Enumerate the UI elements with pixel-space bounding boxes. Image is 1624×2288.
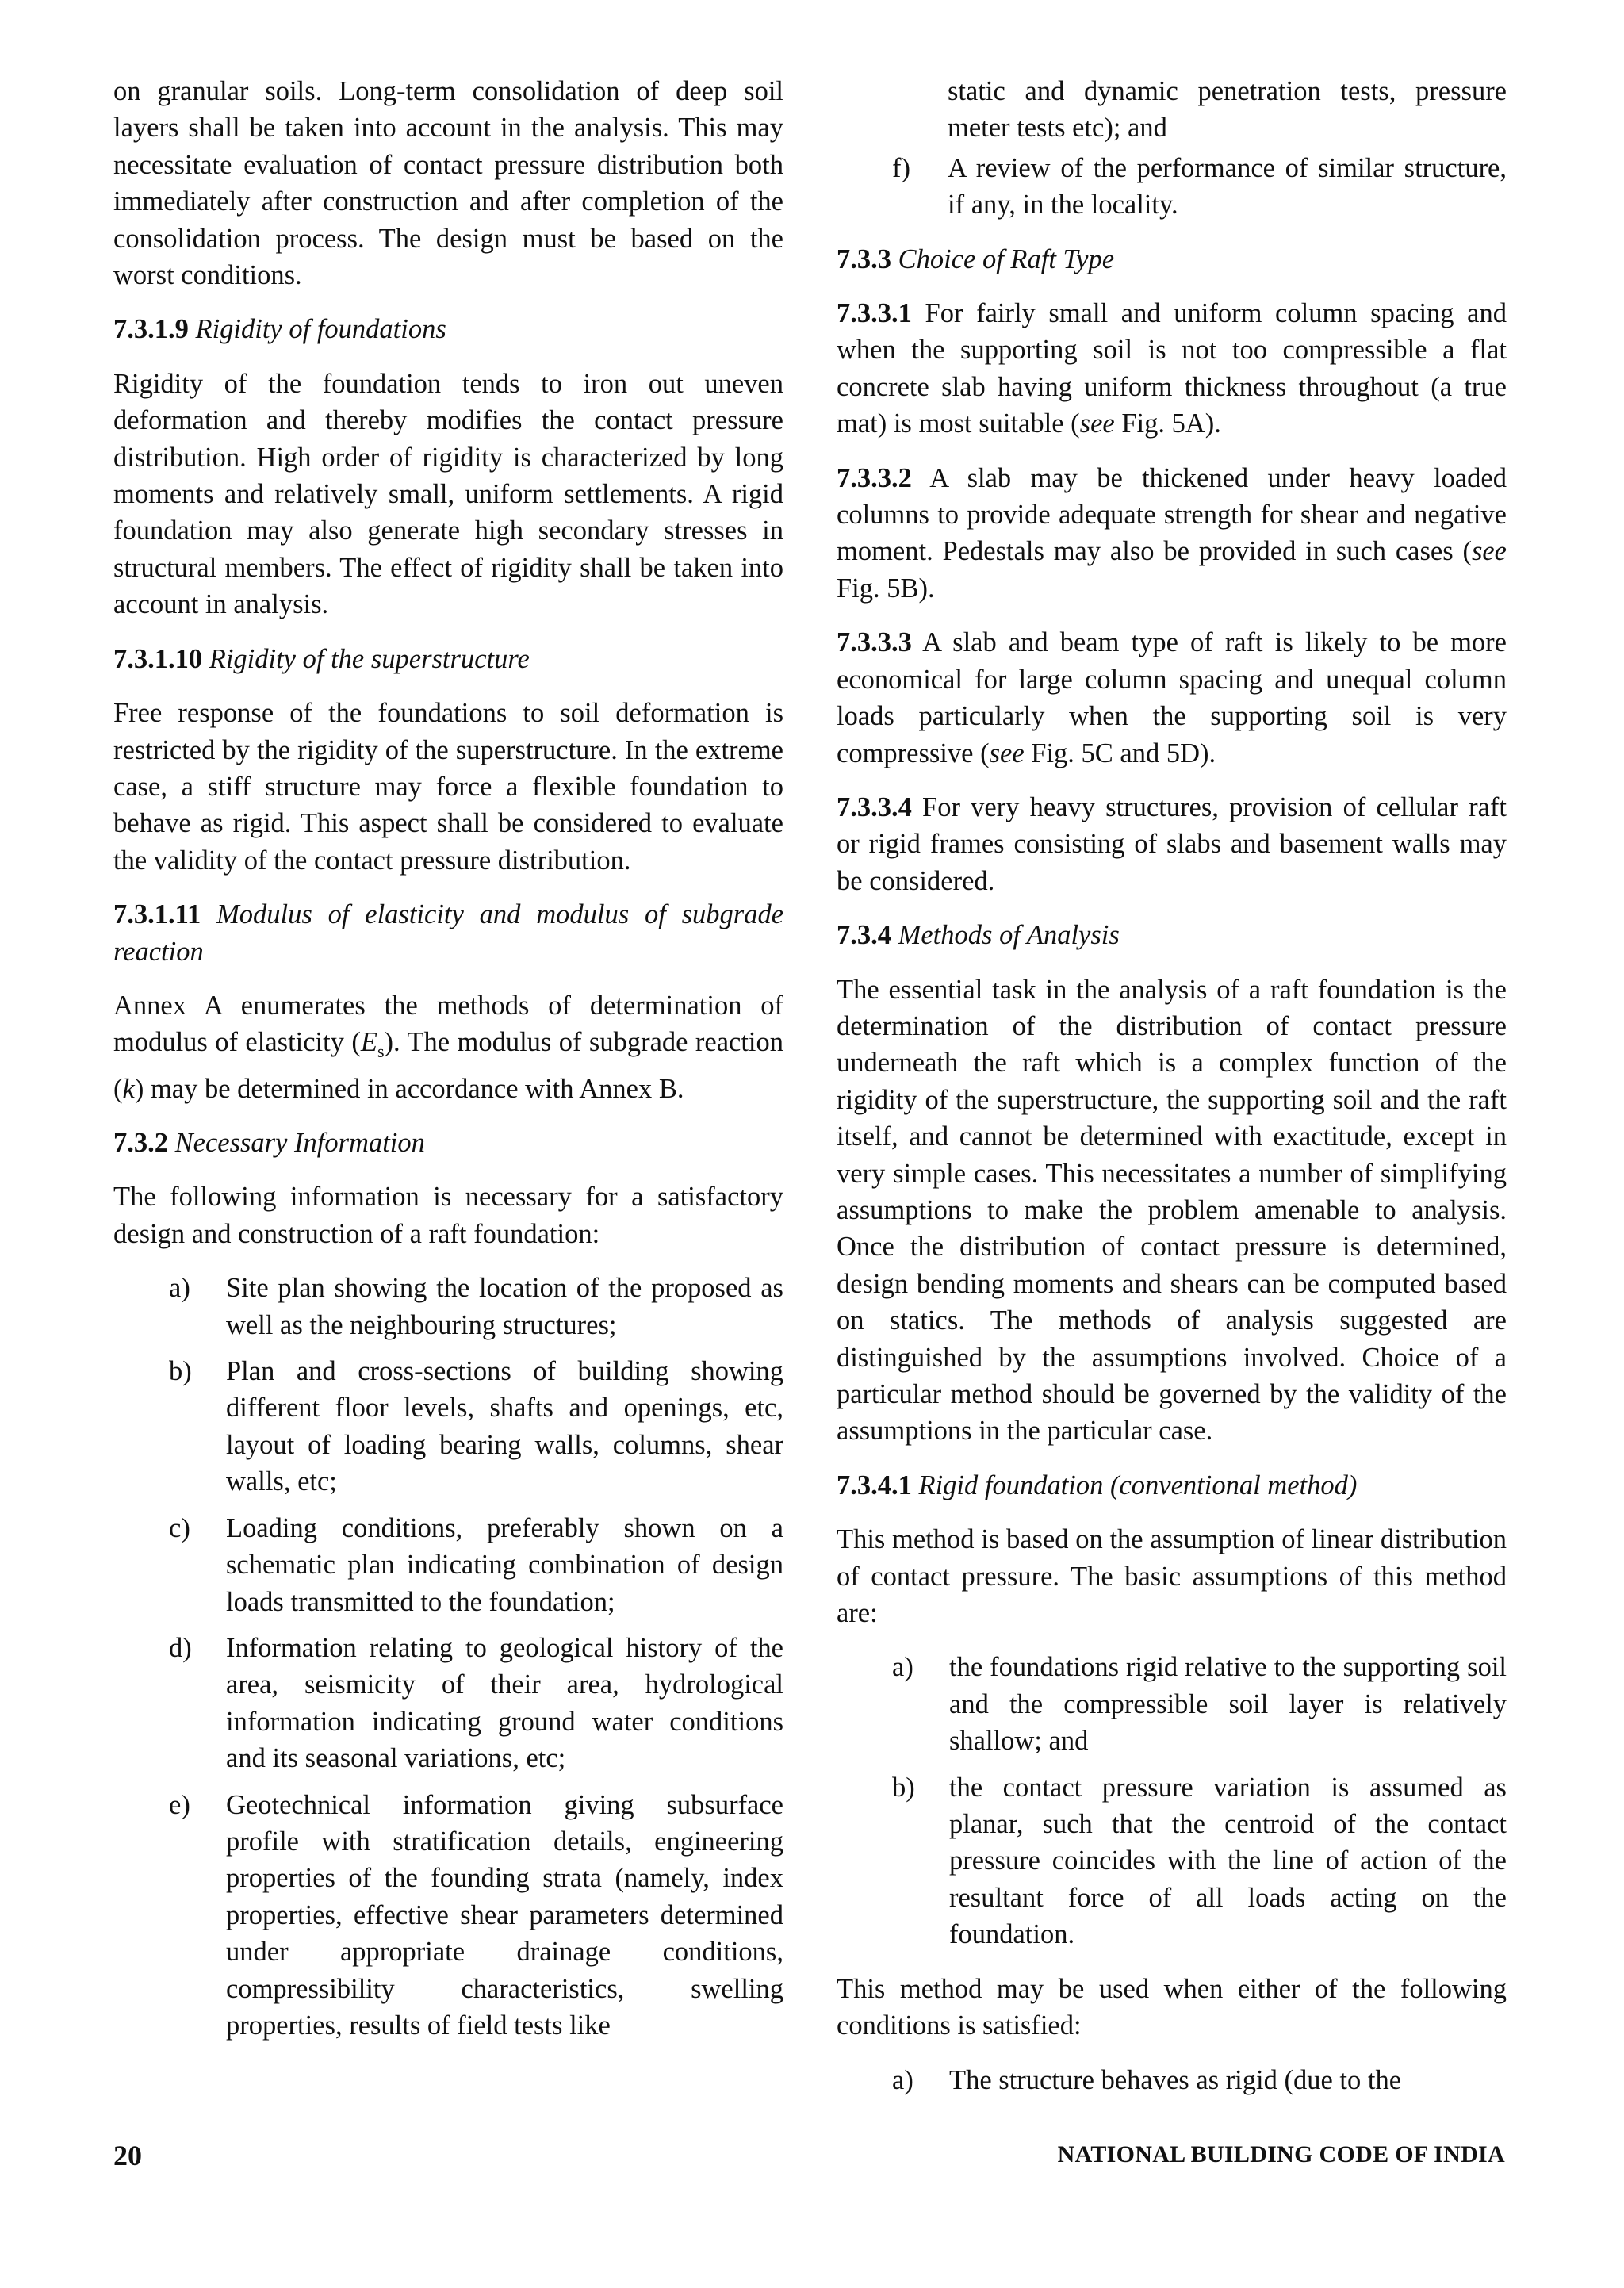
paragraph-7341-conditions: This method may be used when either of the following conditions is satisfied: — [837, 1973, 1507, 2041]
footer-title: NATIONAL BUILDING CODE OF INDIA — [1057, 2141, 1505, 2167]
text-fragment: For fairly small and uniform column spacing and when the supporting soil is not too compressible a flat concrete slab having uniform thickness throughout (a true mat) is most suitable ( — [837, 298, 1507, 439]
list-text: Loading conditions, preferably shown on a schematic plan indicating combination of design loads transmitted to the foundation; — [226, 1512, 783, 1617]
see-ref: see — [1471, 536, 1507, 567]
list-marker: a) — [169, 1273, 190, 1304]
text-fragment: ) may be determined in accordance with Annex B. — [134, 1073, 684, 1104]
section-number: 7.3.3 — [837, 243, 891, 274]
see-ref: see — [989, 738, 1025, 768]
section-number: 7.3.2 — [113, 1128, 168, 1159]
text-fragment: Fig. 5C and 5D). — [1024, 738, 1216, 768]
heading-7319 — [113, 311, 783, 347]
section-number: 7.3.4.1 — [837, 1470, 912, 1500]
paragraph-7332 — [837, 460, 1507, 607]
heading-733 — [837, 241, 1507, 278]
list-text: The structure behaves as rigid (due to the — [949, 2064, 1402, 2095]
paragraph-73110: Free response of the foundations to soil deformation is restricted by the rigidity of the superstructure. In the extreme case, a stiff structure may force a flexible foundation to behave as rigid. This aspect shall be considered to evaluate the validity of the contact pressure distribution. — [113, 698, 783, 876]
section-title: Modulus of elasticity and modulus of subgrade reaction — [113, 899, 784, 967]
heading-73110 — [113, 641, 783, 677]
section-title: Rigidity of the superstructure — [209, 643, 530, 674]
paragraph-734: The essential task in the analysis of a raft foundation is the determination of the distribution of contact pressure underneath the raft which is a complex function of the rigidity of the superstructure, the supporting soil and the raft itself, and cannot be determined with exactitude, except in very simple cases. This necessitates a number of simplifying assumptions to make the problem amenable to analysis. Once the distribution of contact pressure is determined, design bending moments and shears can be computed based on statics. The methods of analysis suggested are distinguished by the assumptions involved. Choice of a particular method should be governed by the validity of the assumptions in the particular case. — [837, 974, 1507, 1447]
list-text: A review of the performance of similar structure, if any, in the locality. — [948, 152, 1507, 220]
paragraph-7334 — [837, 789, 1507, 899]
list-text: the foundations rigid relative to the supporting soil and the compressible soil layer is relatively shallow; and — [949, 1652, 1507, 1757]
paragraph-7331 — [837, 295, 1507, 443]
list-text: Information relating to geological history of the area, seismicity of their area, hydrological information indicating ground water conditions and its seasonal variations, etc; — [226, 1632, 783, 1774]
list-marker: f) — [892, 152, 910, 183]
k-symbol: k — [122, 1073, 135, 1104]
text-fragment: Fig. 5A). — [1114, 408, 1221, 439]
section-number: 7.3.3.3 — [837, 627, 912, 658]
text-fragment: Annex A enumerates the methods of determination of modulus of elasticity ( — [113, 990, 783, 1058]
list-item — [837, 150, 1507, 224]
left-column — [113, 73, 783, 2061]
text-fragment: A slab may be thickened under heavy loaded columns to provide adequate strength for shear and negative moment. Pedestals may also be provided in such cases ( — [837, 462, 1507, 567]
list-marker: b) — [169, 1356, 192, 1387]
paragraph-73111 — [113, 987, 783, 1107]
list-marker: b) — [892, 1772, 915, 1803]
list-item — [113, 1787, 783, 2045]
list-item-f-wrapper — [837, 150, 1507, 224]
list-item — [113, 1270, 783, 1343]
list-marker: a) — [892, 2064, 914, 2095]
assumptions-list — [837, 1649, 1507, 1953]
conditions-list — [837, 2062, 1507, 2098]
section-number: 7.3.4 — [837, 920, 891, 951]
list-item — [837, 1769, 1507, 1953]
heading-732 — [113, 1125, 783, 1161]
paragraph-7333 — [837, 624, 1507, 772]
list-text: Plan and cross-sections of building showing different floor levels, shafts and openings, etc, layout of loading bearing walls, columns, shear walls, etc; — [226, 1356, 783, 1497]
page-number: 20 — [113, 2140, 142, 2171]
list-marker: a) — [892, 1652, 914, 1683]
section-number: 7.3.1.11 — [113, 899, 201, 930]
heading-73111 — [113, 896, 783, 970]
section-title: Methods of Analysis — [898, 920, 1120, 951]
list-item — [113, 1630, 783, 1777]
list-marker: c) — [169, 1512, 190, 1543]
list-text: Geotechnical information giving subsurface profile with stratification details, engineering properties of the founding strata (namely, index properties, effective shear parameters determined under appropriate drainage conditions, compressibility characteristics, swelling properties, results of field tests like — [226, 1789, 783, 2041]
right-column — [837, 73, 1507, 2116]
text-fragment: A slab and beam type of raft is likely to be more economical for large column spacing and unequal column loads particularly when the supporting soil is very compressive ( — [837, 627, 1507, 768]
section-title: Choice of Raft Type — [898, 243, 1115, 274]
heading-7341 — [837, 1467, 1507, 1504]
necessary-info-list — [113, 1270, 783, 2044]
list-continuation-e: static and dynamic penetration tests, pressure meter tests etc); and — [948, 76, 1507, 144]
es-subscript: s — [377, 1041, 385, 1062]
see-ref: see — [1079, 408, 1115, 439]
paragraph-intro: on granular soils. Long-term consolidation of deep soil layers shall be taken into account in the analysis. This may necessitate evaluation of contact pressure distribution both immediately after construction and after completion of the consolidation process. The design must be based on the worst conditions. — [113, 76, 783, 291]
heading-734 — [837, 917, 1507, 953]
section-number: 7.3.1.9 — [113, 314, 189, 345]
text-fragment: For very heavy structures, provision of cellular raft or rigid frames consisting of slabs and basement walls may be considered. — [837, 791, 1507, 896]
list-item — [113, 1353, 783, 1500]
list-item — [113, 1510, 783, 1620]
list-text: the contact pressure variation is assumed as planar, such that the centroid of the contact pressure coincides with the line of action of the resultant force of all loads acting on the foundation. — [949, 1772, 1507, 1950]
list-text: Site plan showing the location of the proposed as well as the neighbouring structures; — [226, 1273, 783, 1340]
list-item — [837, 1649, 1507, 1759]
paragraph-7319: Rigidity of the foundation tends to iron out uneven deformation and thereby modifies the contact pressure distribution. High order of rigidity is characterized by long moments and relatively small, uniform settlements. A rigid foundation may also generate high secondary stresses in structural members. The effect of rigidity shall be taken into account in analysis. — [113, 368, 783, 620]
section-number: 7.3.1.10 — [113, 643, 203, 674]
section-title: Rigidity of foundations — [195, 314, 446, 345]
section-number: 7.3.3.2 — [837, 462, 912, 493]
section-number: 7.3.3.1 — [837, 298, 912, 329]
section-number: 7.3.3.4 — [837, 791, 912, 822]
list-marker: d) — [169, 1632, 192, 1663]
paragraph-732: The following information is necessary for a satisfactory design and construction of a raft foundation: — [113, 1182, 783, 1249]
paragraph-7341: This method is based on the assumption of linear distribution of contact pressure. The basic assumptions of this method are: — [837, 1524, 1507, 1629]
text-fragment: Fig. 5B). — [837, 573, 935, 604]
es-symbol: E — [360, 1027, 377, 1058]
section-title: Rigid foundation (conventional method) — [918, 1470, 1358, 1500]
section-title: Necessary Information — [174, 1128, 425, 1159]
list-item — [837, 2062, 1507, 2098]
text-fragment: ). The modulus of subgrade reaction ( — [113, 1027, 783, 1104]
list-marker: e) — [169, 1789, 190, 1820]
